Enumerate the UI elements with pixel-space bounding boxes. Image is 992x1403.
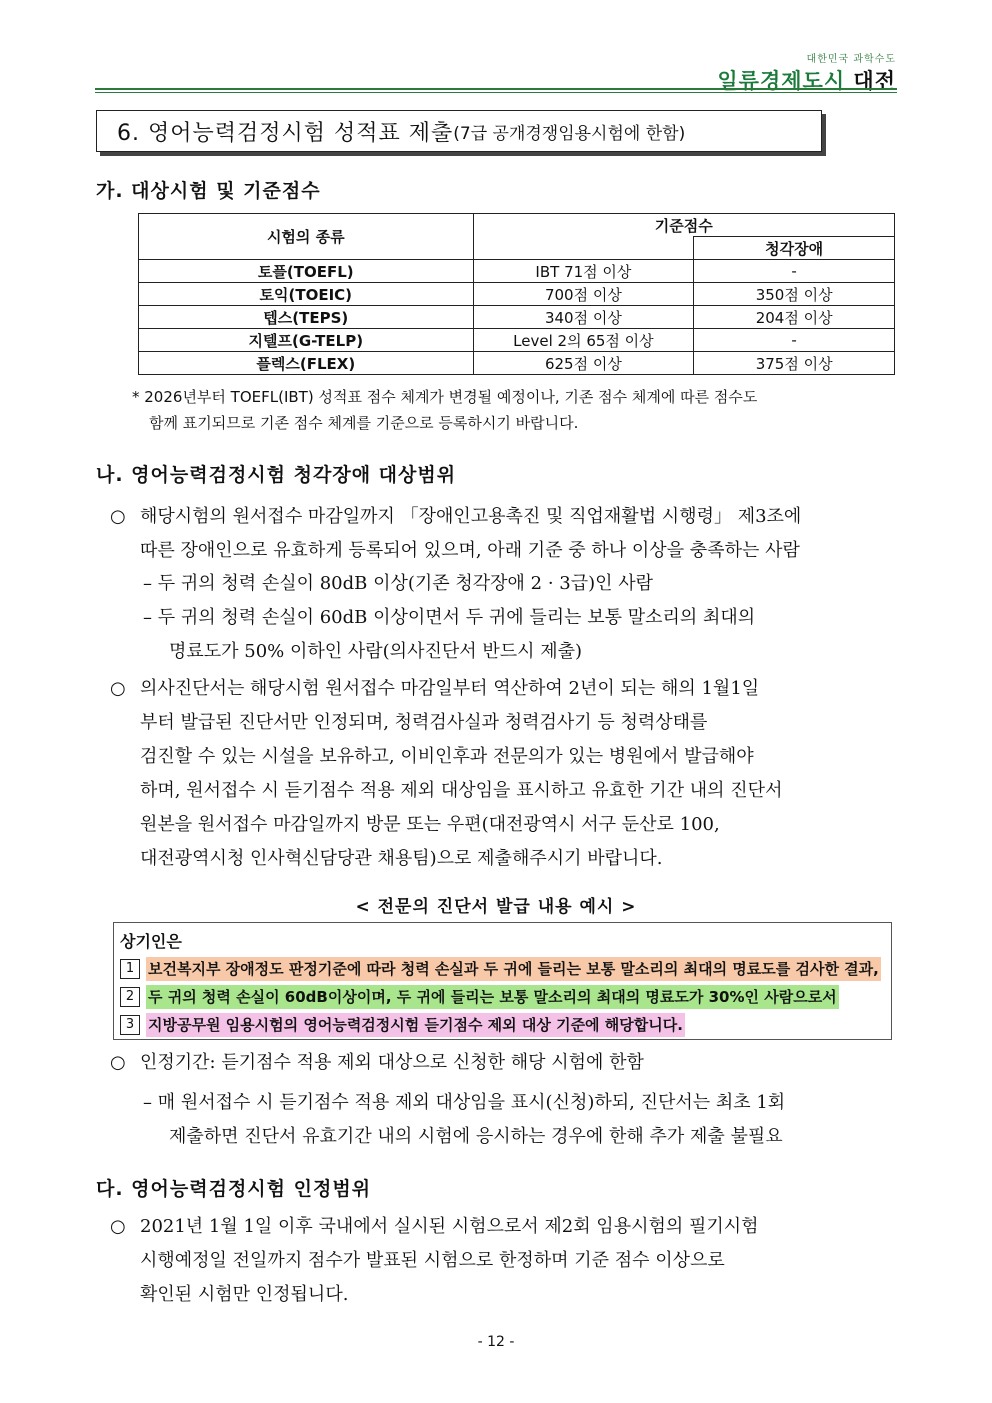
text-line: 두 귀의 청력 손실이 60dB 이상이면서 두 귀에 들리는 보통 말소리의 최대의 — [157, 607, 756, 628]
table-cell-hearing: 350점 이상 — [694, 283, 895, 306]
dash-mark: – — [143, 607, 152, 628]
toefl-note — [132, 384, 897, 436]
example-caption: < 전문의 진단서 발급 내용 예시 > — [355, 897, 637, 917]
table-cell-hearing: 375점 이상 — [694, 352, 895, 375]
paragraph-registration — [110, 500, 898, 568]
text-line: 부터 발급된 진단서만 인정되며, 청력검사실과 청력검사기 등 청력상태를 — [140, 712, 708, 733]
logo-main-text: 일류경제도시 — [717, 69, 846, 93]
dash-mark: – — [143, 573, 152, 594]
table-cell-score: IBT 71점 이상 — [473, 260, 694, 283]
text-line: 검진할 수 있는 시설을 보유하고, 이비인후과 전문의가 있는 병원에서 발급해야 — [140, 746, 754, 767]
section-title: 6. 영어능력검정시험 성적표 제출 — [117, 120, 454, 146]
example-text: 지방공무원 임용시험의 영어능력검정시험 듣기점수 제외 대상 기준에 해당합니다. — [146, 1013, 685, 1037]
header-rule — [95, 88, 897, 90]
text-line: 매 원서접수 시 듣기점수 적용 제외 대상임을 표시(신청)하되, 진단서는 최초 1회 — [157, 1092, 786, 1113]
example-item — [120, 984, 885, 1010]
table-cell-score: 340점 이상 — [473, 306, 694, 329]
logo-tagline: 대한민국 과학수도 — [806, 54, 896, 65]
text-line: 두 귀의 청력 손실이 80dB 이상(기존 청각장애 2 · 3급)인 사람 — [157, 573, 654, 594]
score-table — [138, 213, 895, 375]
example-box — [113, 922, 892, 1040]
text-line: 명료도가 50% 이하인 사람(의사진단서 반드시 제출) — [169, 641, 583, 662]
text-line: 하며, 원서접수 시 듣기점수 적용 제외 대상임을 표시하고 유효한 기간 내의 진단서 — [140, 780, 783, 801]
table-cell-hearing: - — [694, 329, 895, 352]
table-header-spacer — [473, 237, 694, 260]
text-line: 의사진단서는 해당시험 원서접수 마감일부터 역산하여 2년이 되는 해의 1월1일 — [140, 678, 760, 699]
item-number: 1 — [120, 959, 140, 979]
validity-detail — [143, 1086, 898, 1154]
bullet-circle: ○ — [110, 678, 126, 699]
table-header-hearing: 청각장애 — [694, 237, 895, 260]
bullet-circle: ○ — [110, 1216, 126, 1237]
text-line: 따른 장애인으로 유효하게 등록되어 있으며, 아래 기준 중 하나 이상을 충족하는 사람 — [140, 540, 800, 561]
page-number: - 12 - — [477, 1334, 515, 1350]
paragraph-diagnosis — [110, 672, 898, 876]
example-item — [120, 1012, 885, 1038]
note-line: 함께 표기되므로 기존 점수 체계를 기준으로 등록하시기 바랍니다. — [149, 414, 579, 432]
text-line: 2021년 1월 1일 이후 국내에서 실시된 시험으로서 제2회 임용시험의 필기시험 — [140, 1216, 759, 1237]
text-line: 해당시험의 원서접수 마감일까지 「장애인고용촉진 및 직업재활법 시행령」 제3조에 — [140, 506, 802, 527]
dash-mark: – — [143, 1092, 152, 1113]
paragraph-recognition — [110, 1210, 898, 1312]
heading-recognition-scope: 다. 영어능력검정시험 인정범위 — [96, 1178, 372, 1200]
table-cell-exam: 플렉스(FLEX) — [139, 352, 474, 375]
heading-target-exams: 가. 대상시험 및 기준점수 — [96, 180, 321, 202]
table-row — [139, 260, 895, 283]
table-cell-score: 700점 이상 — [473, 283, 694, 306]
criteria-item — [143, 567, 898, 601]
table-row — [139, 352, 895, 375]
text-line: 시행예정일 전일까지 점수가 발표된 시험으로 한정하며 기준 점수 이상으로 — [140, 1250, 725, 1271]
criteria-item — [143, 601, 898, 669]
section-title-box — [96, 110, 822, 152]
logo-title — [717, 65, 896, 95]
section-title-note: (7급 공개경쟁임용시험에 한함) — [453, 123, 686, 144]
table-cell-score: Level 2의 65점 이상 — [473, 329, 694, 352]
item-number: 3 — [120, 1015, 140, 1035]
text-line: 제출하면 진단서 유효기간 내의 시험에 응시하는 경우에 한해 추가 제출 불필요 — [169, 1126, 783, 1147]
table-row — [139, 329, 895, 352]
item-number: 2 — [120, 987, 140, 1007]
table-cell-hearing: 204점 이상 — [694, 306, 895, 329]
table-header-score: 기준점수 — [473, 214, 894, 237]
header-rule-thin — [95, 92, 897, 93]
example-text: 보건복지부 장애정도 판정기준에 따라 청력 손실과 두 귀에 들리는 보통 말소리의 최대의 명료도를 검사한 결과, — [146, 957, 881, 981]
table-row — [139, 283, 895, 306]
table-cell-score: 625점 이상 — [473, 352, 694, 375]
table-header-exam: 시험의 종류 — [139, 214, 474, 260]
paragraph-validity — [110, 1046, 898, 1080]
table-cell-exam: 토익(TOEIC) — [139, 283, 474, 306]
text-line: 원본을 원서접수 마감일까지 방문 또는 우편(대전광역시 서구 둔산로 100, — [140, 814, 720, 835]
text-line: 확인된 시험만 인정됩니다. — [140, 1284, 349, 1305]
logo-city-text: 대전 — [853, 69, 896, 93]
bullet-circle: ○ — [110, 1052, 126, 1073]
text-line: 대전광역시청 인사혁신담당관 채용팀)으로 제출해주시기 바랍니다. — [140, 848, 663, 869]
example-head: 상기인은 — [120, 932, 182, 951]
heading-hearing-scope: 나. 영어능력검정시험 청각장애 대상범위 — [96, 464, 457, 486]
table-cell-exam: 토플(TOEFL) — [139, 260, 474, 283]
bullet-circle: ○ — [110, 506, 126, 527]
table-cell-exam: 지텔프(G-TELP) — [139, 329, 474, 352]
table-cell-exam: 텝스(TEPS) — [139, 306, 474, 329]
text-line: 인정기간: 듣기점수 적용 제외 대상으로 신청한 해당 시험에 한함 — [140, 1052, 644, 1073]
table-cell-hearing: - — [694, 260, 895, 283]
example-text: 두 귀의 청력 손실이 60dB이상이며, 두 귀에 들리는 보통 말소리의 최대의 명료도가 30%인 사람으로서 — [146, 985, 839, 1009]
example-item — [120, 956, 885, 982]
note-line: * 2026년부터 TOEFL(IBT) 성적표 점수 체계가 변경될 예정이나, 기존 점수 체계에 따른 점수도 — [132, 388, 758, 406]
table-row — [139, 306, 895, 329]
